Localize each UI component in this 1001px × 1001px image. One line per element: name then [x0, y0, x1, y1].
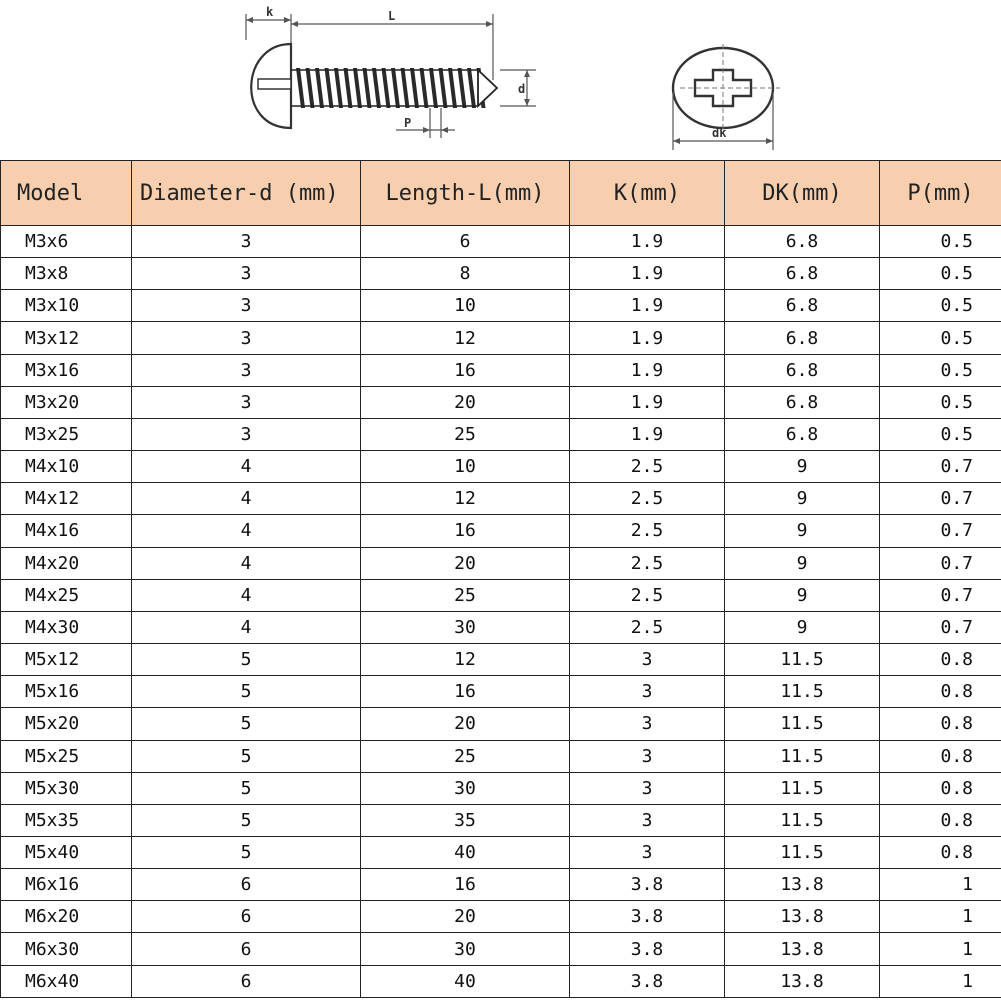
cell-dk: 13.8 [725, 965, 880, 997]
cell-diameter: 4 [132, 451, 361, 483]
cell-k: 1.9 [570, 386, 725, 418]
cell-diameter: 3 [132, 386, 361, 418]
label-d: d [518, 82, 526, 96]
table-row [1, 901, 1001, 933]
table-row [1, 804, 1001, 836]
cell-model: M5x16 [1, 676, 132, 708]
cell-diameter: 3 [132, 258, 361, 290]
label-dk: dk [712, 126, 727, 140]
table-row [1, 676, 1001, 708]
header-diameter: Diameter-d (mm) [132, 161, 361, 226]
cell-model: M5x35 [1, 804, 132, 836]
cell-length: 20 [361, 386, 570, 418]
cell-model: M6x40 [1, 965, 132, 997]
table-row [1, 451, 1001, 483]
cell-length: 25 [361, 740, 570, 772]
screw-side-view [0, 0, 560, 160]
cell-k: 3 [570, 804, 725, 836]
cell-length: 16 [361, 676, 570, 708]
table-row [1, 772, 1001, 804]
cell-p: 0.7 [880, 579, 1001, 611]
cell-p: 0.8 [880, 708, 1001, 740]
table-header-row [1, 161, 1001, 226]
cell-diameter: 5 [132, 804, 361, 836]
cell-k: 2.5 [570, 611, 725, 643]
cell-p: 0.5 [880, 354, 1001, 386]
cell-diameter: 5 [132, 708, 361, 740]
table-row [1, 322, 1001, 354]
cell-dk: 11.5 [725, 836, 880, 868]
cell-diameter: 5 [132, 740, 361, 772]
table-row [1, 933, 1001, 965]
cell-k: 3.8 [570, 965, 725, 997]
cell-p: 0.8 [880, 644, 1001, 676]
cell-length: 16 [361, 869, 570, 901]
cell-p: 0.8 [880, 772, 1001, 804]
cell-diameter: 5 [132, 676, 361, 708]
cell-model: M5x30 [1, 772, 132, 804]
cell-diameter: 4 [132, 611, 361, 643]
table-row [1, 290, 1001, 322]
cell-p: 0.7 [880, 547, 1001, 579]
screw-top-view [650, 0, 810, 160]
cell-diameter: 5 [132, 772, 361, 804]
cell-length: 12 [361, 322, 570, 354]
cell-length: 12 [361, 644, 570, 676]
cell-dk: 9 [725, 579, 880, 611]
cell-diameter: 6 [132, 933, 361, 965]
cell-dk: 9 [725, 611, 880, 643]
table-row [1, 386, 1001, 418]
cell-dk: 6.8 [725, 322, 880, 354]
cell-p: 0.5 [880, 226, 1001, 258]
cell-model: M4x16 [1, 515, 132, 547]
cell-p: 0.5 [880, 418, 1001, 450]
label-k: k [266, 5, 274, 19]
table-row [1, 258, 1001, 290]
cell-length: 20 [361, 901, 570, 933]
cell-k: 2.5 [570, 547, 725, 579]
table-row [1, 515, 1001, 547]
screw-diagrams [0, 0, 1001, 160]
cell-dk: 11.5 [725, 708, 880, 740]
table-row [1, 547, 1001, 579]
cell-dk: 6.8 [725, 258, 880, 290]
cell-length: 25 [361, 579, 570, 611]
cell-model: M3x25 [1, 418, 132, 450]
cell-dk: 6.8 [725, 290, 880, 322]
cell-length: 8 [361, 258, 570, 290]
cell-p: 0.8 [880, 836, 1001, 868]
table-row [1, 483, 1001, 515]
cell-k: 1.9 [570, 290, 725, 322]
cell-k: 1.9 [570, 354, 725, 386]
cell-diameter: 5 [132, 836, 361, 868]
table-row [1, 708, 1001, 740]
cell-dk: 6.8 [725, 386, 880, 418]
header-length: Length-L(mm) [361, 161, 570, 226]
cell-k: 3.8 [570, 933, 725, 965]
cell-model: M4x10 [1, 451, 132, 483]
cell-dk: 13.8 [725, 869, 880, 901]
cell-length: 40 [361, 836, 570, 868]
table-row [1, 644, 1001, 676]
header-model: Model [1, 161, 132, 226]
table-row [1, 836, 1001, 868]
cell-dk: 13.8 [725, 901, 880, 933]
cell-model: M3x20 [1, 386, 132, 418]
cell-dk: 6.8 [725, 226, 880, 258]
cell-p: 0.5 [880, 258, 1001, 290]
cell-length: 20 [361, 708, 570, 740]
cell-length: 10 [361, 451, 570, 483]
cell-diameter: 3 [132, 226, 361, 258]
cell-dk: 13.8 [725, 933, 880, 965]
cell-dk: 11.5 [725, 804, 880, 836]
cell-length: 25 [361, 418, 570, 450]
cell-dk: 11.5 [725, 644, 880, 676]
cell-p: 1 [880, 869, 1001, 901]
cell-dk: 11.5 [725, 772, 880, 804]
cell-diameter: 4 [132, 579, 361, 611]
cell-dk: 11.5 [725, 740, 880, 772]
cell-model: M3x16 [1, 354, 132, 386]
cell-k: 2.5 [570, 515, 725, 547]
cell-k: 1.9 [570, 418, 725, 450]
cell-diameter: 6 [132, 869, 361, 901]
cell-length: 30 [361, 933, 570, 965]
cell-model: M4x12 [1, 483, 132, 515]
cell-p: 1 [880, 965, 1001, 997]
cell-diameter: 4 [132, 483, 361, 515]
table-body [1, 226, 1001, 998]
cell-p: 0.5 [880, 290, 1001, 322]
cell-k: 1.9 [570, 258, 725, 290]
cell-p: 1 [880, 933, 1001, 965]
label-P: P [404, 116, 412, 130]
cell-length: 30 [361, 772, 570, 804]
cell-diameter: 3 [132, 418, 361, 450]
header-dk: DK(mm) [725, 161, 880, 226]
table-row [1, 965, 1001, 997]
cell-diameter: 4 [132, 515, 361, 547]
table-row [1, 579, 1001, 611]
label-L: L [388, 9, 396, 23]
cell-p: 0.8 [880, 676, 1001, 708]
cell-diameter: 3 [132, 290, 361, 322]
cell-k: 2.5 [570, 483, 725, 515]
cell-k: 1.9 [570, 226, 725, 258]
cell-k: 3 [570, 772, 725, 804]
cell-k: 3.8 [570, 901, 725, 933]
cell-length: 40 [361, 965, 570, 997]
table-row [1, 418, 1001, 450]
table-row [1, 226, 1001, 258]
cell-k: 3 [570, 740, 725, 772]
cell-dk: 9 [725, 451, 880, 483]
cell-model: M6x20 [1, 901, 132, 933]
cell-model: M3x10 [1, 290, 132, 322]
cell-model: M6x30 [1, 933, 132, 965]
table-row [1, 611, 1001, 643]
cell-p: 0.7 [880, 483, 1001, 515]
cell-length: 30 [361, 611, 570, 643]
table-row [1, 740, 1001, 772]
cell-dk: 11.5 [725, 676, 880, 708]
cell-p: 0.5 [880, 386, 1001, 418]
cell-k: 3 [570, 708, 725, 740]
cell-dk: 9 [725, 515, 880, 547]
cell-diameter: 6 [132, 901, 361, 933]
cell-model: M4x30 [1, 611, 132, 643]
cell-model: M4x25 [1, 579, 132, 611]
cell-model: M5x40 [1, 836, 132, 868]
cell-dk: 6.8 [725, 354, 880, 386]
cell-k: 3.8 [570, 869, 725, 901]
cell-p: 1 [880, 901, 1001, 933]
cell-model: M5x20 [1, 708, 132, 740]
cell-p: 0.5 [880, 322, 1001, 354]
header-p: P(mm) [880, 161, 1001, 226]
cell-dk: 6.8 [725, 418, 880, 450]
cell-p: 0.7 [880, 515, 1001, 547]
cell-model: M4x20 [1, 547, 132, 579]
cell-model: M5x25 [1, 740, 132, 772]
cell-dk: 9 [725, 483, 880, 515]
cell-model: M3x8 [1, 258, 132, 290]
cell-length: 6 [361, 226, 570, 258]
cell-p: 0.8 [880, 740, 1001, 772]
cell-diameter: 3 [132, 354, 361, 386]
cell-length: 20 [361, 547, 570, 579]
screw-spec-table [0, 160, 1001, 998]
cell-p: 0.7 [880, 611, 1001, 643]
cell-diameter: 3 [132, 322, 361, 354]
cell-length: 16 [361, 515, 570, 547]
cell-model: M5x12 [1, 644, 132, 676]
header-k: K(mm) [570, 161, 725, 226]
cell-model: M3x12 [1, 322, 132, 354]
cell-k: 3 [570, 644, 725, 676]
screw-threads [296, 68, 486, 108]
cell-length: 12 [361, 483, 570, 515]
table-row [1, 354, 1001, 386]
cell-diameter: 6 [132, 965, 361, 997]
cell-k: 3 [570, 676, 725, 708]
cell-diameter: 5 [132, 644, 361, 676]
cell-length: 35 [361, 804, 570, 836]
cell-k: 3 [570, 836, 725, 868]
cell-length: 10 [361, 290, 570, 322]
cell-dk: 9 [725, 547, 880, 579]
cell-k: 2.5 [570, 579, 725, 611]
cell-p: 0.7 [880, 451, 1001, 483]
table-row [1, 869, 1001, 901]
cell-k: 1.9 [570, 322, 725, 354]
cell-k: 2.5 [570, 451, 725, 483]
cell-model: M3x6 [1, 226, 132, 258]
cell-model: M6x16 [1, 869, 132, 901]
cell-length: 16 [361, 354, 570, 386]
cell-p: 0.8 [880, 804, 1001, 836]
cell-diameter: 4 [132, 547, 361, 579]
